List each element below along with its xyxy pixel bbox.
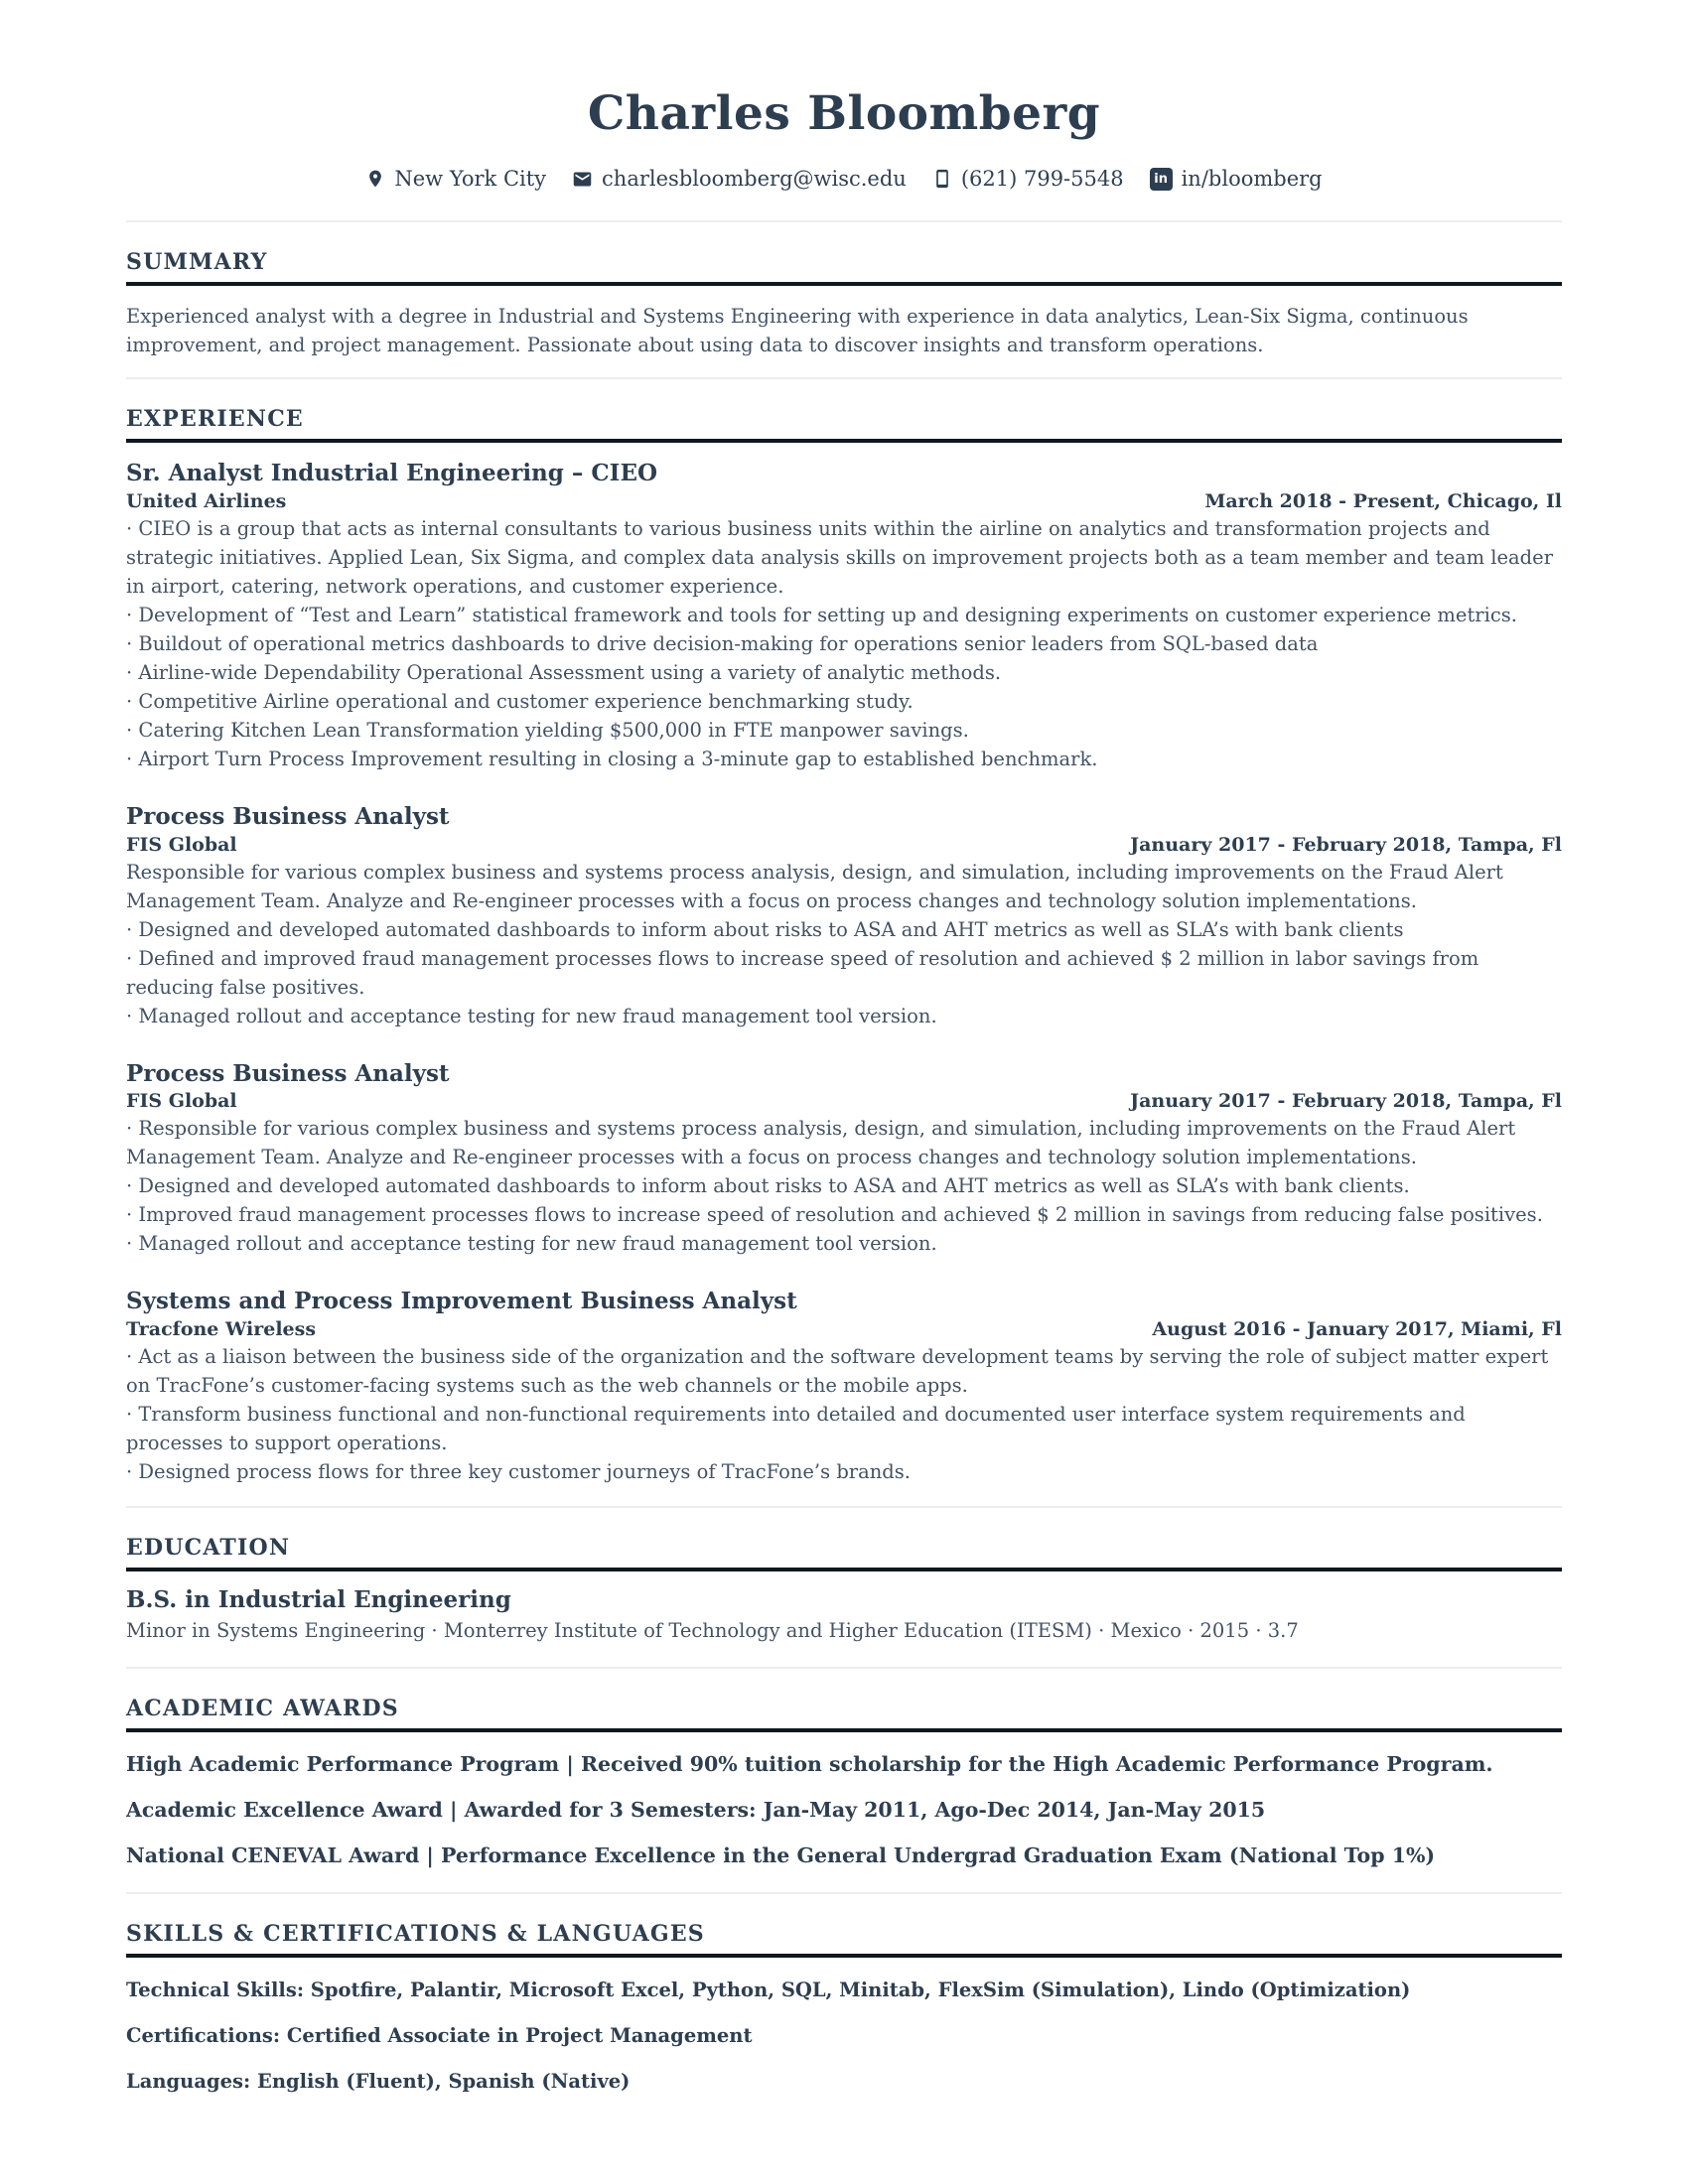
linkedin-icon: in — [1150, 168, 1173, 191]
job-entry — [126, 1288, 1562, 1486]
contact-linkedin-text: in/bloomberg — [1181, 167, 1323, 192]
section-divider — [126, 220, 1562, 222]
job-meta-row — [126, 1316, 1562, 1342]
contact-item-linkedin — [1150, 167, 1323, 191]
section-experience — [126, 406, 1562, 1486]
contact-email-text: charlesbloomberg@wisc.edu — [602, 167, 907, 192]
job-title: Process Business Analyst — [126, 802, 450, 830]
skills-heading: SKILLS & CERTIFICATIONS & LANGUAGES — [126, 1921, 1562, 1958]
experience-heading: EXPERIENCE — [126, 406, 1562, 443]
award-item: National CENEVAL Award | Performance Excellence in the General Undergrad Graduation Exam (National Top 1%) — [126, 1843, 1436, 1868]
job-bullet: · Catering Kitchen Lean Transformation yielding $500,000 in FTE manpower savings. — [126, 718, 969, 742]
candidate-name: Charles Bloomberg — [587, 86, 1101, 141]
summary-text: Experienced analyst with a degree in Industrial and Systems Engineering with experience in data analytics, Lean-Six Sigma, continuous improvement, and project management. Passionate about using data to discover insights and transform operations. — [126, 305, 1469, 357]
contact-phone-text: (621) 799-5548 — [960, 167, 1124, 192]
degree-details: Minor in Systems Engineering · Monterrey Institute of Technology and Higher Education (ITESM) · Mexico · 2015 · 3.7 — [126, 1619, 1299, 1643]
education-heading: EDUCATION — [126, 1535, 1562, 1571]
job-bullet: · Responsible for various complex business and systems process analysis, design, and simulation, including improvements on the Fraud Alert Management Team. Analyze and Re-engineer processes with a focus on process changes and technology solution implementations. — [126, 1117, 1516, 1169]
job-bullet: · Defined and improved fraud management processes flows to increase speed of resolution and achieved $ 2 million in labor savings from reducing false positives. — [126, 946, 1479, 999]
section-divider — [126, 377, 1562, 379]
summary-heading: SUMMARY — [126, 249, 1562, 286]
section-divider — [126, 1506, 1562, 1508]
job-dates-location: January 2017 - February 2018, Tampa, Fl — [1130, 833, 1562, 856]
job-bullet: · Competitive Airline operational and customer experience benchmarking study. — [126, 689, 914, 713]
job-title: Systems and Process Improvement Business Analyst — [126, 1288, 797, 1315]
job-dates-location: March 2018 - Present, Chicago, Il — [1204, 489, 1562, 512]
job-description: Responsible for various complex business and systems process analysis, design, and simulation, including improvements on the Fraud Alert Management Team. Analyze and Re-engineer processes with a focus on process changes and technology solution implementations. — [126, 860, 1503, 912]
job-title: Process Business Analyst — [126, 1059, 450, 1087]
section-divider — [126, 1892, 1562, 1894]
award-item: High Academic Performance Program | Received 90% tuition scholarship for the High Academic Performance Program. — [126, 1752, 1493, 1777]
job-bullet: · Buildout of operational metrics dashboards to drive decision-making for operations senior leaders from SQL-based data — [126, 631, 1319, 655]
header — [126, 87, 1562, 191]
job-bullet: · Improved fraud management processes flows to increase speed of resolution and achieved $ 2 million in savings from reducing false positives. — [126, 1203, 1543, 1227]
job-bullet: · Managed rollout and acceptance testing for new fraud management tool version. — [126, 1232, 937, 1256]
job-bullet: · Managed rollout and acceptance testing for new fraud management tool version. — [126, 1004, 937, 1027]
job-meta-row — [126, 488, 1562, 514]
job-bullet: · Airport Turn Process Improvement resulting in closing a 3-minute gap to established benchmark. — [126, 747, 1098, 770]
phone-icon — [932, 169, 952, 189]
skill-item-certifications: Certifications: Certified Associate in Project Management — [126, 2024, 753, 2048]
contact-item-phone — [932, 167, 1124, 191]
contact-bar — [126, 167, 1562, 191]
contact-location-text: New York City — [394, 167, 547, 192]
job-meta-row — [126, 1088, 1562, 1114]
job-title: Sr. Analyst Industrial Engineering – CIEO — [126, 460, 658, 487]
job-entry — [126, 803, 1562, 1030]
award-item: Academic Excellence Award | Awarded for 3 Semesters: Jan-May 2011, Ago-Dec 2014, Jan-May 2015 — [126, 1798, 1266, 1823]
email-icon — [572, 169, 593, 190]
job-company: FIS Global — [126, 833, 237, 856]
job-company: Tracfone Wireless — [126, 1318, 317, 1341]
section-academic-awards — [126, 1696, 1562, 1869]
skill-item-languages: Languages: English (Fluent), Spanish (Native) — [126, 2070, 631, 2094]
job-bullet: · CIEO is a group that acts as internal consultants to various business units within the airline on analytics and transformation projects and strategic initiatives. Applied Lean, Six Sigma, and complex data analysis skills on improvement projects both as a team member and team leader in airport, catering, network operations, and customer experience. — [126, 516, 1554, 598]
skill-item-technical: Technical Skills: Spotfire, Palantir, Microsoft Excel, Python, SQL, Minitab, FlexSim (Simulation), Lindo (Optimization) — [126, 1979, 1411, 2002]
section-skills — [126, 1921, 1562, 2095]
section-summary — [126, 249, 1562, 359]
job-dates-location: January 2017 - February 2018, Tampa, Fl — [1130, 1090, 1562, 1113]
job-bullet: · Act as a liaison between the business side of the organization and the software development teams by serving the role of subject matter expert on TracFone’s customer-facing systems such as the web channels or the mobile apps. — [126, 1345, 1549, 1398]
contact-item-location — [365, 167, 546, 191]
job-bullet: · Designed process flows for three key customer journeys of TracFone’s brands. — [126, 1460, 911, 1484]
job-bullet: · Designed and developed automated dashboards to inform about risks to ASA and AHT metrics as well as SLA’s with bank clients — [126, 917, 1404, 941]
location-pin-icon — [365, 169, 385, 189]
job-entry — [126, 1060, 1562, 1259]
job-bullet: · Airline-wide Dependability Operational Assessment using a variety of analytic methods. — [126, 660, 1002, 684]
degree-title: B.S. in Industrial Engineering — [126, 1586, 511, 1614]
job-bullet: · Transform business functional and non-functional requirements into detailed and documented user interface system requirements and processes to support operations. — [126, 1403, 1466, 1455]
job-bullet: · Development of “Test and Learn” statistical framework and tools for setting up and designing experiments on customer experience metrics. — [126, 603, 1517, 626]
job-entry — [126, 460, 1562, 773]
job-bullet: · Designed and developed automated dashboards to inform about risks to ASA and AHT metrics as well as SLA’s with bank clients. — [126, 1174, 1410, 1198]
awards-heading: ACADEMIC AWARDS — [126, 1696, 1562, 1732]
section-divider — [126, 1667, 1562, 1669]
job-company: United Airlines — [126, 489, 287, 512]
section-education — [126, 1535, 1562, 1645]
job-meta-row — [126, 832, 1562, 858]
job-dates-location: August 2016 - January 2017, Miami, Fl — [1152, 1318, 1562, 1341]
job-company: FIS Global — [126, 1090, 237, 1113]
contact-item-email — [572, 167, 907, 191]
